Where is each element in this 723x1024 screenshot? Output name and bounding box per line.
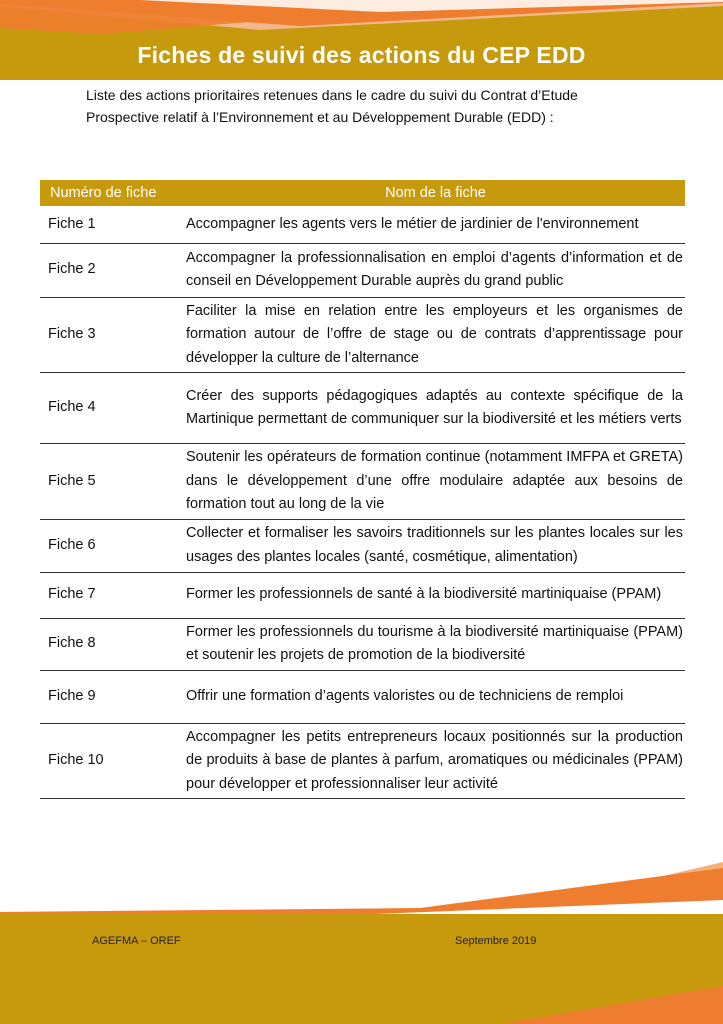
actions-table (40, 180, 685, 799)
row-number: Fiche 3 (40, 297, 186, 373)
row-name: Soutenir les opérateurs de formation continue (notamment IMFPA et GRETA) dans le développement d’une offre modulaire adaptée aux besoins de formation tout au long de la vie (186, 444, 685, 520)
row-number: Fiche 10 (40, 723, 186, 799)
table-row (40, 297, 685, 373)
row-name: Créer des supports pédagogiques adaptés au contexte spécifique de la Martinique permettant de communiquer sur la biodiversité et les métiers verts (186, 373, 685, 444)
row-name: Collecter et formaliser les savoirs traditionnels sur les plantes locales sur les usages des plantes locales (santé, cosmétique, alimentation) (186, 519, 685, 572)
row-number: Fiche 1 (40, 206, 186, 243)
row-name: Faciliter la mise en relation entre les employeurs et les organismes de formation autour de l’offre de stage ou de contrats d’apprentissage pour développer la culture de l’alternance (186, 297, 685, 373)
header-nom: Nom de la fiche (186, 180, 685, 206)
row-name: Offrir une formation d’agents valoristes ou de techniciens de remploi (186, 670, 685, 723)
row-number: Fiche 9 (40, 670, 186, 723)
table-header-row (40, 180, 685, 206)
table-row (40, 519, 685, 572)
row-number: Fiche 4 (40, 373, 186, 444)
page-header (0, 0, 723, 80)
row-number: Fiche 6 (40, 519, 186, 572)
row-number: Fiche 5 (40, 444, 186, 520)
row-name: Accompagner la professionnalisation en emploi d’agents d’information et de conseil en Développement Durable auprès du grand public (186, 243, 685, 297)
table-row (40, 206, 685, 243)
row-name: Former les professionnels du tourisme à la biodiversité martiniquaise (PPAM) et soutenir les projets de promotion de la biodiversité (186, 618, 685, 670)
row-name: Accompagner les petits entrepreneurs locaux positionnés sur la production de produits à base de plantes à parfum, aromatiques ou médicinales (PPAM) pour développer et professionnaliser leur activité (186, 723, 685, 799)
table-row (40, 373, 685, 444)
header-numero: Numéro de fiche (40, 180, 186, 206)
row-number: Fiche 7 (40, 572, 186, 618)
row-number: Fiche 2 (40, 243, 186, 297)
page-title: Fiches de suivi des actions du CEP EDD (137, 42, 586, 68)
page-footer (0, 862, 723, 1024)
footer-organization: AGEFMA – OREF (92, 935, 181, 947)
table-row (40, 723, 685, 799)
row-name: Accompagner les agents vers le métier de jardinier de l'environnement (186, 206, 685, 243)
intro-line-2: Prospective relatif à l’Environnement et au Développement Durable (EDD) : (86, 109, 554, 125)
table-row (40, 670, 685, 723)
table-row (40, 572, 685, 618)
table-row (40, 444, 685, 520)
table-row (40, 243, 685, 297)
intro-line-1: Liste des actions prioritaires retenues dans le cadre du suivi du Contrat d’Etude (86, 87, 578, 103)
intro-text (86, 84, 646, 128)
row-name: Former les professionnels de santé à la biodiversité martiniquaise (PPAM) (186, 572, 685, 618)
row-number: Fiche 8 (40, 618, 186, 670)
table-row (40, 618, 685, 670)
footer-date: Septembre 2019 (455, 935, 537, 947)
